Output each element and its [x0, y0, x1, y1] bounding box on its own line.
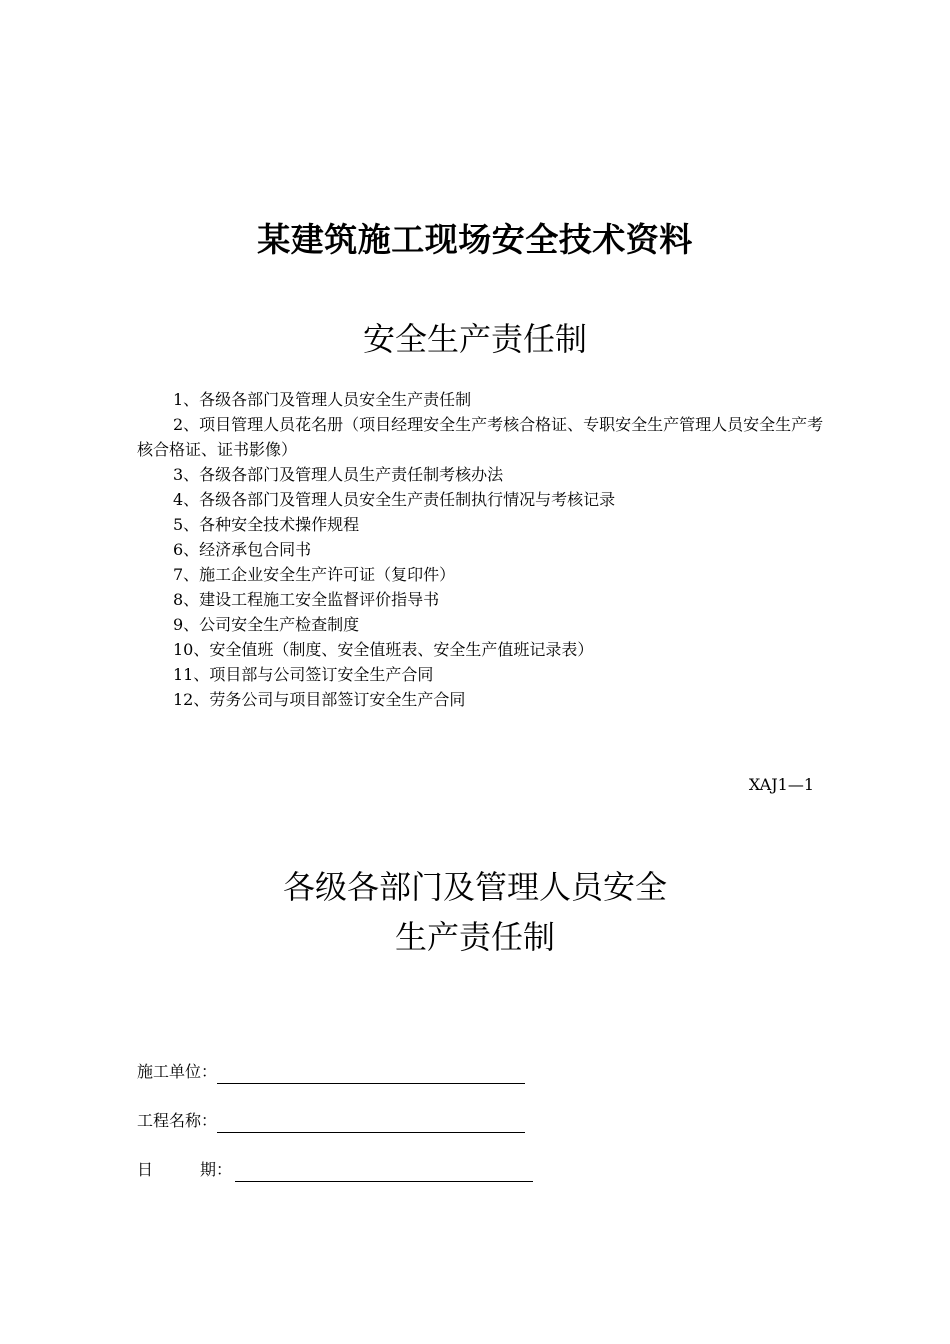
toc-item: 3、各级各部门及管理人员生产责任制考核办法 — [173, 465, 504, 484]
construction-unit-label: 施工单位： — [137, 1062, 218, 1081]
construction-unit-field — [137, 1060, 525, 1084]
toc-item: 5、各种安全技术操作规程 — [173, 515, 360, 534]
project-name-blank[interactable] — [217, 1114, 525, 1133]
toc-item: 12、劳务公司与项目部签订安全生产合同 — [173, 690, 466, 709]
date-blank[interactable] — [235, 1163, 533, 1182]
main-title: 某建筑施工现场安全技术资料 — [257, 220, 693, 259]
toc-item: 1、各级各部门及管理人员安全生产责任制 — [173, 390, 472, 409]
toc-item: 4、各级各部门及管理人员安全生产责任制执行情况与考核记录 — [173, 490, 616, 509]
document-title-line-2: 生产责任制 — [394, 918, 555, 956]
document-title — [0, 862, 950, 962]
toc-item: 9、公司安全生产检查制度 — [173, 615, 360, 634]
project-name-field — [137, 1109, 525, 1133]
date-field — [137, 1158, 533, 1182]
toc-item: 11、项目部与公司签订安全生产合同 — [173, 665, 434, 684]
project-name-label: 工程名称： — [137, 1111, 218, 1130]
toc-item: 10、安全值班（制度、安全值班表、安全生产值班记录表） — [173, 640, 594, 659]
document-title-line-1: 各级各部门及管理人员安全 — [282, 868, 667, 906]
table-of-contents — [137, 387, 827, 712]
construction-unit-blank[interactable] — [217, 1065, 525, 1084]
toc-item: 7、施工企业安全生产许可证（复印件） — [173, 565, 456, 584]
date-label — [137, 1158, 235, 1182]
form-code: XAJ1—1 — [748, 775, 814, 794]
date-label-char-2: 期： — [200, 1160, 233, 1179]
section-title: 安全生产责任制 — [362, 320, 587, 358]
toc-item: 8、建设工程施工安全监督评价指导书 — [173, 590, 440, 609]
date-label-char-1: 日 — [137, 1160, 154, 1179]
toc-item: 2、项目管理人员花名册（项目经理安全生产考核合格证、专职安全生产管理人员安全生产考核合格证、证书影像） — [137, 415, 824, 459]
toc-item: 6、经济承包合同书 — [173, 540, 312, 559]
